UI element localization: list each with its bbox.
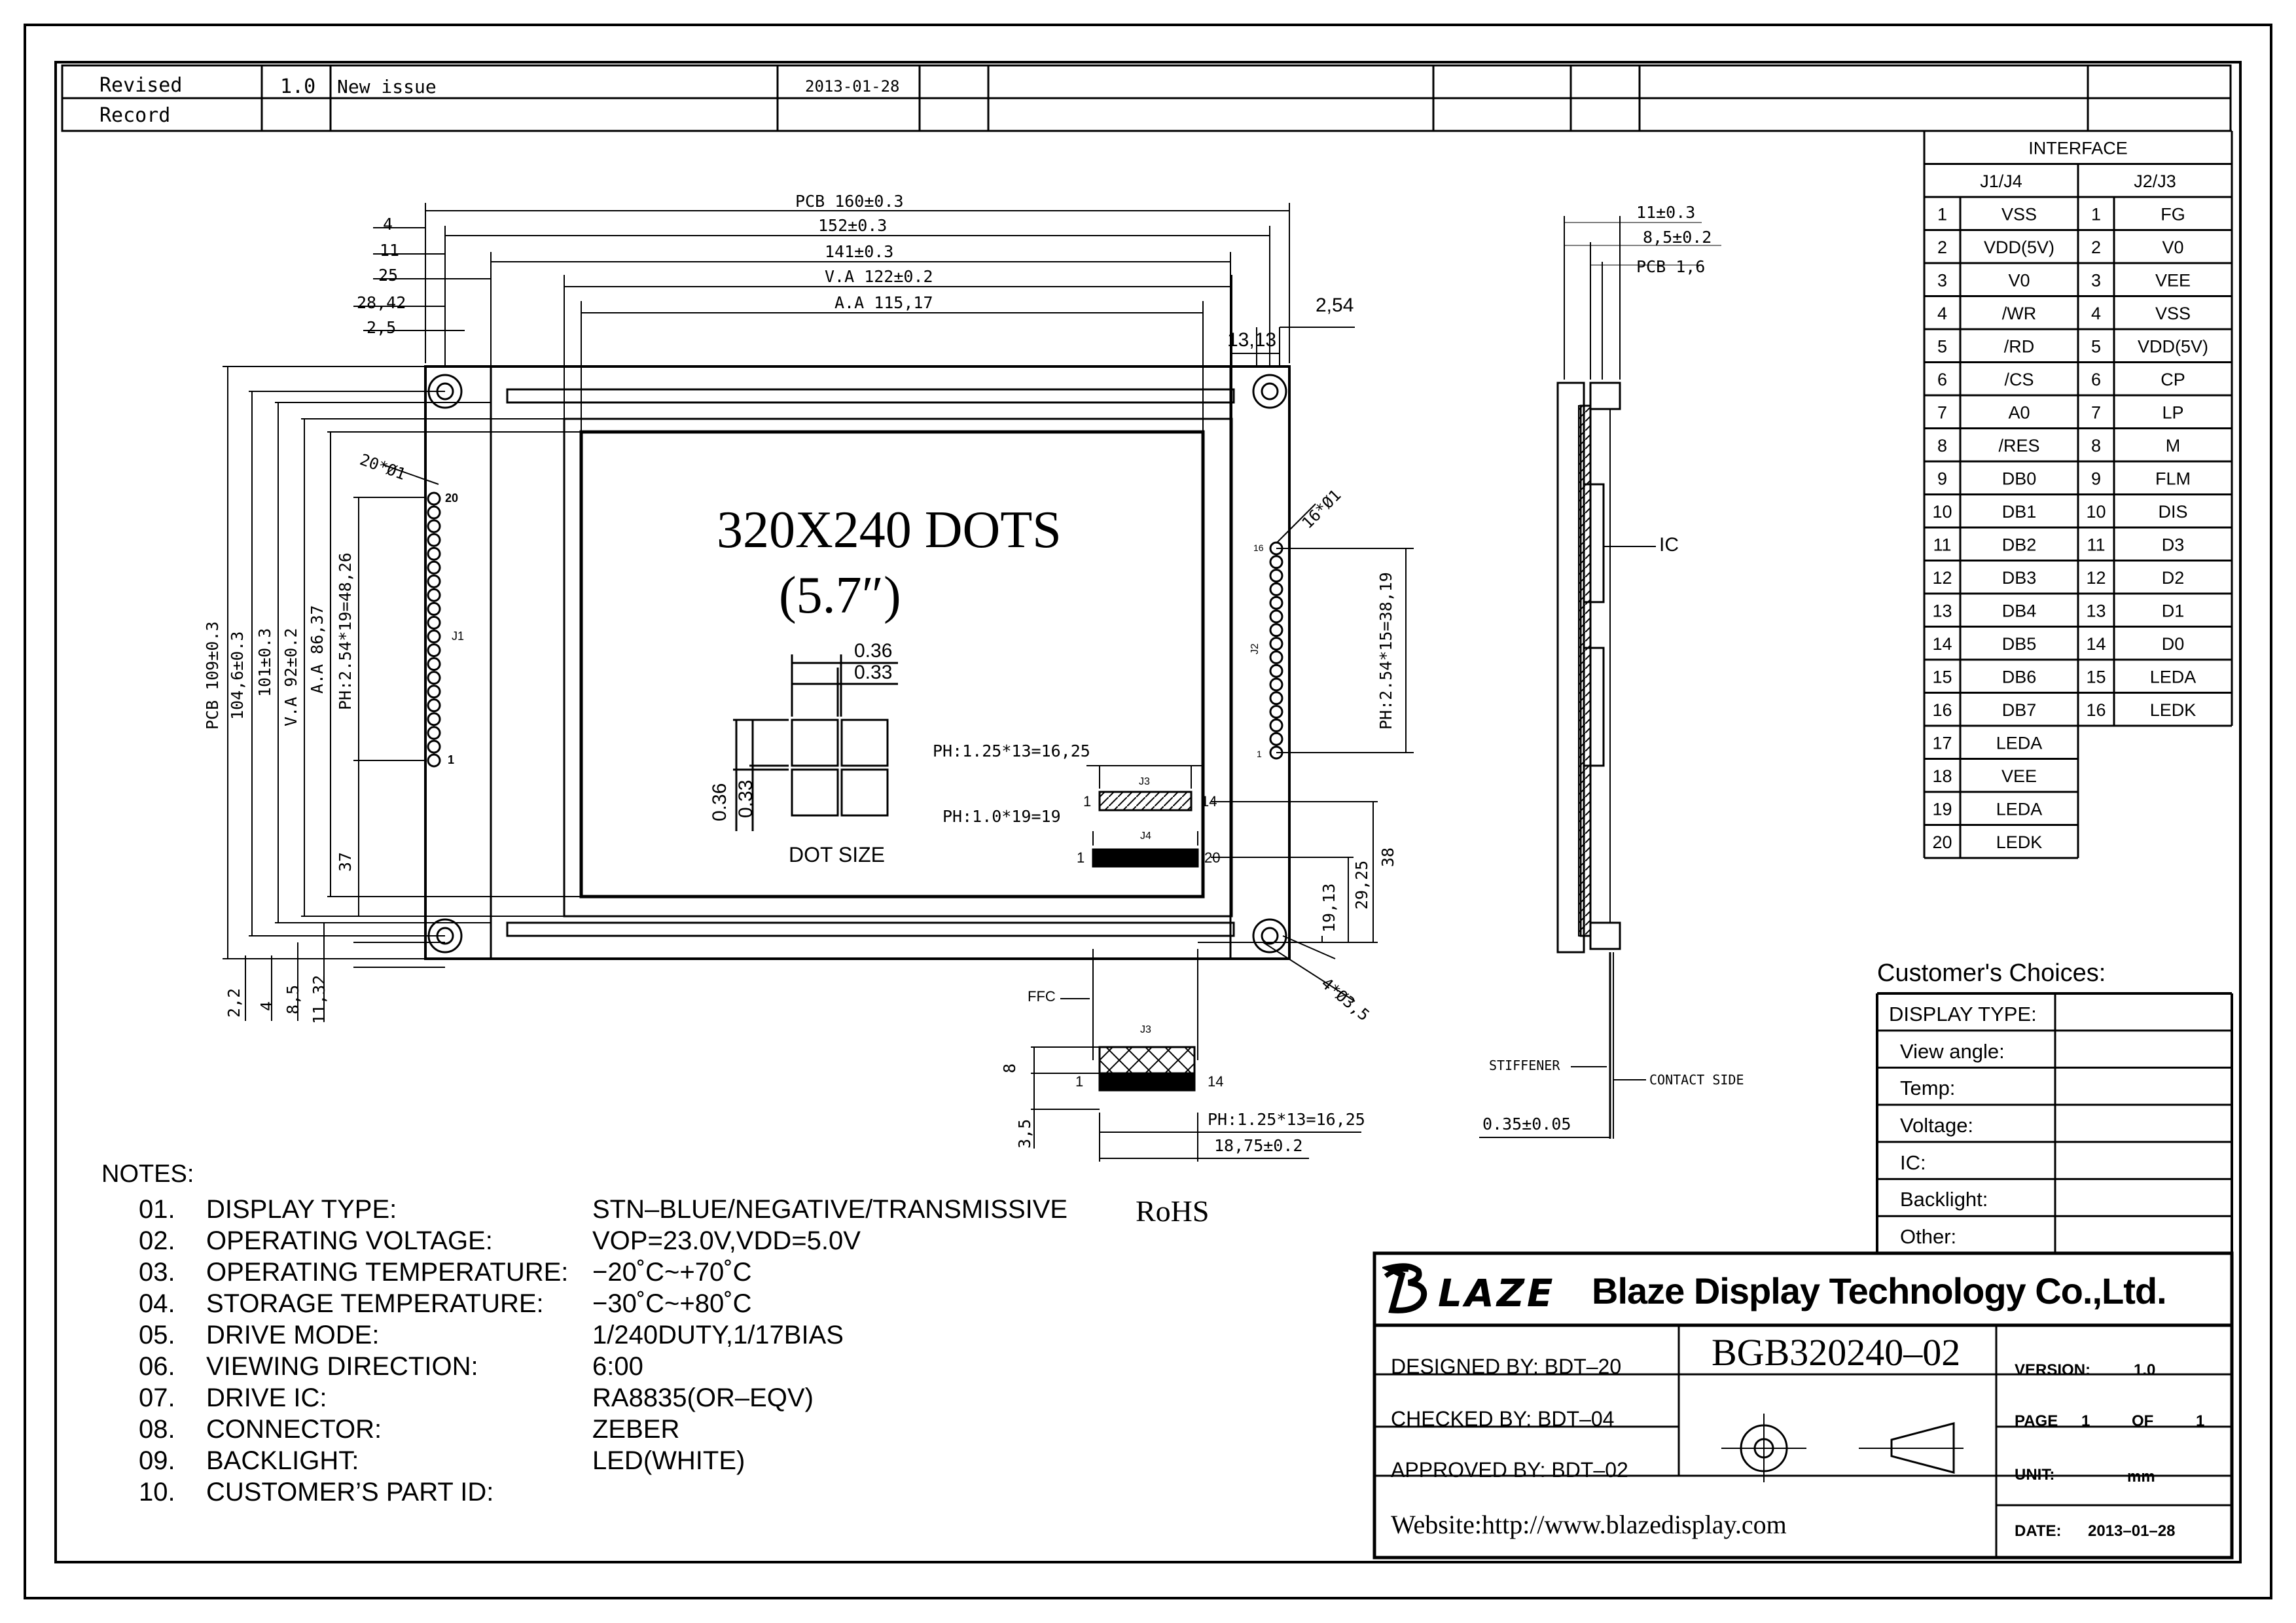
dim-37: 37 — [336, 851, 355, 872]
note-extra: RoHS — [1136, 1194, 1210, 1228]
j2-pin-number: 15 — [2086, 667, 2106, 687]
dim-pcb-width: PCB 160±0.3 — [795, 192, 904, 211]
j2-pin-signal: FLM — [2155, 469, 2191, 489]
note-number: 06. — [139, 1352, 175, 1381]
dim-bl-4: 4 — [257, 1001, 276, 1011]
top-dimension-lines — [353, 203, 1355, 432]
j1-pin-signal: VSS — [2001, 204, 2037, 224]
revision-label-line1: Revised — [99, 74, 183, 97]
dim-141: 141±0.3 — [825, 242, 894, 261]
j2-pin-number: 5 — [2090, 336, 2102, 357]
company-name: Blaze Display Technology Co.,Ltd. — [1592, 1270, 2166, 1311]
customer-choice-label: Other: — [1900, 1225, 1957, 1249]
unit-value: mm — [2127, 1468, 2155, 1486]
j1-pin-number: 16 — [1932, 700, 1952, 720]
j1-pin-number: 4 — [1937, 303, 1948, 323]
blaze-logo — [1382, 1263, 1585, 1315]
dim-tl-25b: 2,5 — [367, 318, 397, 337]
j1-pin-hole — [428, 700, 440, 711]
j1-pin-number: 5 — [1937, 336, 1948, 357]
j2-pin-signal: LEDA — [2149, 667, 2197, 687]
j2-pin-number: 3 — [2090, 270, 2102, 291]
customer-choice-label: Voltage: — [1900, 1114, 1974, 1137]
j1-pin-signal: /RES — [1998, 435, 2040, 455]
j1-pin-number: 3 — [1937, 270, 1948, 291]
interface-col-j2: J2/J3 — [2134, 171, 2176, 191]
approved-by: APPROVED BY: BDT–02 — [1391, 1458, 1628, 1482]
j2-pin-hole — [1270, 583, 1282, 595]
j1-pin-signal: /RD — [2003, 336, 2035, 357]
blaze-logo-icon — [1382, 1263, 1585, 1315]
side-thickness: 0.35±0.05 — [1482, 1115, 1571, 1133]
dim-1046: 104,6±0.3 — [228, 631, 247, 720]
j1-pin-first: 20 — [445, 491, 459, 505]
dim-right-1913: 19,13 — [1319, 883, 1338, 933]
note-value: −20˚C~+70˚C — [592, 1258, 752, 1287]
j1-pin-signal: DB3 — [2001, 567, 2037, 588]
mounting-hole-tr — [1253, 375, 1286, 408]
svg-text:LAZE: LAZE — [1438, 1271, 1556, 1315]
j2-pin-number: 6 — [2090, 369, 2102, 389]
note-label: CONNECTOR: — [206, 1415, 382, 1444]
j1-pin-hole — [428, 713, 440, 725]
j2-pin-signal: VDD(5V) — [2137, 336, 2209, 357]
dim-right-pitch: PH:2.54*15=38,19 — [1376, 572, 1395, 730]
j2-pin-signal: CP — [2161, 369, 2185, 389]
ffc-detail — [1031, 949, 1361, 1162]
j2-pin-hole — [1270, 665, 1282, 677]
dim-bl-85: 8,5 — [283, 984, 302, 1014]
note-value: STN–BLUE/NEGATIVE/TRANSMISSIVE — [592, 1195, 1068, 1224]
ffc-dim-8: 8 — [1000, 1063, 1019, 1073]
interface-title: INTERFACE — [2028, 138, 2128, 158]
j1-pin-hole — [428, 672, 440, 684]
j2-pin-hole — [1270, 733, 1282, 745]
customer-choice-label: DISPLAY TYPE: — [1889, 1002, 2037, 1026]
j1-pin-hole — [428, 727, 440, 739]
j2-pin-hole — [1270, 556, 1282, 568]
note-label: OPERATING VOLTAGE: — [206, 1226, 493, 1255]
revision-description: New issue — [337, 76, 437, 98]
j1-pin-hole — [428, 645, 440, 656]
note-value: VOP=23.0V,VDD=5.0V — [592, 1226, 861, 1255]
side-view — [1479, 216, 1721, 1139]
customer-choice-label: Temp: — [1900, 1077, 1956, 1100]
ffc-width: 18,75±0.2 — [1214, 1136, 1303, 1155]
j2-pin-number: 11 — [2087, 535, 2106, 555]
j2-pin-hole — [1270, 692, 1282, 704]
customer-choice-label: IC: — [1900, 1150, 1926, 1174]
note-label: STORAGE TEMPERATURE: — [206, 1289, 544, 1318]
j2-pin-hole — [1270, 706, 1282, 718]
note-number: 08. — [139, 1415, 175, 1444]
j2-pin-signal: D1 — [2161, 601, 2185, 621]
dim-va-width: V.A 122±0.2 — [825, 267, 933, 286]
j2-pin-hole — [1270, 611, 1282, 622]
of-value: 1 — [2196, 1412, 2205, 1430]
j1-pin-number: 12 — [1932, 567, 1952, 588]
dot-size-h: 0.33 — [854, 662, 893, 683]
note-label: CUSTOMER’S PART ID: — [206, 1478, 494, 1507]
j1-pin-hole — [428, 548, 440, 560]
of-label: OF — [2132, 1412, 2154, 1430]
j1-pin-signal: DB7 — [2001, 700, 2037, 720]
dot-pitch-v: 0.36 — [709, 783, 730, 821]
j1-pin-signal: DB0 — [2001, 469, 2037, 489]
dim-254: 2,54 — [1316, 294, 1354, 316]
checked-by: CHECKED BY: BDT–04 — [1391, 1407, 1615, 1431]
j1-pin-number: 7 — [1937, 402, 1948, 423]
j2-pin-number: 12 — [2086, 567, 2106, 588]
j1-pin-signal: LEDA — [1996, 733, 2043, 753]
j1-pin-signal: DB4 — [2001, 601, 2037, 621]
dim-aa-width: A.A 115,17 — [834, 293, 933, 312]
customer-choices-title: Customer's Choices: — [1877, 959, 2106, 987]
j2-pin-number: 10 — [2086, 501, 2106, 522]
dim-aa-height: A.A 86,37 — [308, 605, 327, 694]
date-value: 2013–01–28 — [2088, 1522, 2176, 1540]
j2-pin-last: 1 — [1257, 749, 1262, 759]
j2-pin-hole — [1270, 624, 1282, 636]
j3-pin-first: 1 — [1083, 793, 1092, 810]
j3-pin-last: 14 — [1201, 793, 1217, 810]
note-label: VIEWING DIRECTION: — [206, 1352, 478, 1381]
customer-choice-label: View angle: — [1900, 1039, 2005, 1063]
ffc-pin-first: 1 — [1075, 1073, 1084, 1090]
j2-pin-signal: DIS — [2158, 501, 2188, 522]
j1-pin-number: 9 — [1937, 469, 1948, 489]
j1-pin-signal: DB5 — [2001, 633, 2037, 654]
j2-pin-hole — [1270, 638, 1282, 650]
j1-pin-hole — [428, 631, 440, 643]
j1-pin-hole — [428, 658, 440, 670]
side-dim-11: 11±0.3 — [1636, 203, 1696, 222]
j1-pin-hole — [428, 755, 440, 766]
j1-pin-signal: DB1 — [2001, 501, 2037, 522]
note-value: ZEBER — [592, 1415, 680, 1444]
j1-pin-signal: VEE — [2001, 766, 2037, 786]
j2-pin-signal: FG — [2161, 204, 2185, 224]
j1-pin-signal: V0 — [2008, 270, 2030, 291]
dim-bl-22: 2,2 — [224, 988, 243, 1018]
j2-pin-number: 13 — [2086, 601, 2106, 621]
dim-1313: 13,13 — [1227, 329, 1277, 351]
j1-pin-hole — [428, 686, 440, 698]
dot-size-label: DOT SIZE — [789, 843, 885, 866]
website: Website:http://www.blazedisplay.com — [1391, 1510, 1787, 1539]
mount-hole-note: 4*Ø3,5 — [1318, 974, 1373, 1025]
j1-pin-number: 6 — [1937, 369, 1948, 389]
version-label: VERSION: — [2015, 1361, 2091, 1379]
j1-label: J1 — [452, 630, 465, 643]
j1-pin-number: 1 — [1937, 204, 1948, 224]
note-label: DISPLAY TYPE: — [206, 1195, 397, 1224]
j2-pin-number: 16 — [2086, 700, 2106, 720]
j2-pin-number: 9 — [2090, 469, 2102, 489]
j2-pin-signal: VSS — [2155, 303, 2191, 323]
revision-date: 2013-01-28 — [805, 77, 900, 96]
j4-pitch: PH:1.0*19=19 — [942, 807, 1061, 826]
dim-tl-11: 11 — [380, 241, 400, 260]
note-number: 10. — [139, 1478, 175, 1507]
j2-pin-signal: VEE — [2155, 270, 2191, 291]
j1-pin-number: 8 — [1937, 435, 1948, 455]
ffc-pin-last: 14 — [1208, 1073, 1224, 1090]
j2-pin-number: 2 — [2090, 237, 2102, 257]
note-value: −30˚C~+80˚C — [592, 1289, 752, 1318]
unit-label: UNIT: — [2015, 1466, 2055, 1484]
j3-connector — [1086, 766, 1204, 810]
j2-pin-signal: D2 — [2161, 567, 2185, 588]
revision-table — [62, 65, 2231, 131]
dim-pcb-height: PCB 109±0.3 — [203, 621, 222, 730]
dim-bl-1132: 11,32 — [310, 974, 329, 1024]
viewing-area — [564, 419, 1232, 916]
dim-tl-4: 4 — [383, 215, 393, 234]
j1-pin-signal: LEDK — [1996, 832, 2043, 852]
j2-pin-number: 14 — [2086, 633, 2106, 654]
side-stiffener-label: STIFFENER — [1489, 1058, 1560, 1073]
dim-j1-pitch: PH:2.54*19=48,26 — [336, 552, 355, 710]
interface-table-grid — [1924, 131, 2232, 858]
dot-size-v: 0.33 — [735, 779, 757, 818]
j2-pin-signal: D0 — [2161, 633, 2185, 654]
j2-label: J2 — [1249, 643, 1261, 654]
note-value: RA8835(OR–EQV) — [592, 1383, 814, 1412]
revision-label-line2: Record — [99, 104, 171, 127]
dim-right-2925: 29,25 — [1352, 860, 1371, 910]
customer-choice-label: Backlight: — [1900, 1188, 1988, 1211]
j1-pin-hole — [428, 603, 440, 615]
note-label: BACKLIGHT: — [206, 1446, 359, 1475]
note-number: 07. — [139, 1383, 175, 1412]
page-value: 1 — [2081, 1412, 2090, 1430]
j1-hole-note: 20*Ø1 — [357, 450, 408, 484]
j4-pin-last: 20 — [1204, 849, 1221, 866]
ffc-j3-label: J3 — [1140, 1024, 1151, 1035]
j1-pin-number: 14 — [1932, 633, 1952, 654]
j1-pin-signal: DB2 — [2001, 535, 2037, 555]
j2-pin-signal: D3 — [2161, 535, 2185, 555]
j2-pin-signal: LEDK — [2149, 700, 2197, 720]
j1-pin-hole — [428, 534, 440, 546]
note-value: 1/240DUTY,1/17BIAS — [592, 1321, 844, 1349]
note-number: 04. — [139, 1289, 175, 1318]
dim-tl-2842: 28,42 — [357, 293, 406, 312]
note-value: LED(WHITE) — [592, 1446, 745, 1475]
note-number: 01. — [139, 1195, 175, 1224]
j1-pin-hole — [428, 589, 440, 601]
dim-101: 101±0.3 — [255, 628, 274, 697]
display-text-line2: (5.7″) — [779, 567, 901, 624]
interface-col-j1: J1/J4 — [1980, 171, 2022, 191]
dim-right-38: 38 — [1378, 847, 1397, 867]
j2-pin-number: 7 — [2090, 402, 2102, 423]
j1-pin-number: 17 — [1932, 733, 1952, 753]
j1-pin-signal: /WR — [2001, 303, 2037, 323]
side-dim-85: 8,5±0.2 — [1643, 228, 1712, 247]
note-number: 09. — [139, 1446, 175, 1475]
part-number: BGB320240–02 — [1712, 1331, 1961, 1374]
j4-label: J4 — [1140, 830, 1151, 842]
j1-pin-number: 15 — [1932, 667, 1952, 687]
j1-pin-signal: /CS — [2004, 369, 2034, 389]
ffc-pitch: PH:1.25*13=16,25 — [1208, 1110, 1365, 1129]
j1-pin-number: 18 — [1932, 766, 1952, 786]
j2-pin-hole — [1270, 597, 1282, 609]
j1-pin-number: 20 — [1932, 832, 1952, 852]
notes-title: NOTES: — [101, 1160, 194, 1188]
j2-pin-holes — [1270, 543, 1282, 758]
j2-pin-hole — [1270, 719, 1282, 731]
display-text-line1: 320X240 DOTS — [717, 501, 1062, 559]
j2-pin-signal: V0 — [2162, 237, 2184, 257]
ffc-label: FFC — [1028, 988, 1056, 1005]
j1-pin-number: 10 — [1932, 501, 1952, 522]
j1-pin-signal: A0 — [2008, 402, 2030, 423]
note-number: 02. — [139, 1226, 175, 1255]
j3-label: J3 — [1139, 776, 1150, 787]
j1-pin-signal: DB6 — [2001, 667, 2037, 687]
j1-pin-last: 1 — [448, 753, 455, 766]
j1-pin-hole — [428, 741, 440, 753]
j2-pin-signal: M — [2165, 435, 2181, 455]
page-label: PAGE — [2015, 1412, 2058, 1430]
j1-pin-hole — [428, 575, 440, 587]
note-label: OPERATING TEMPERATURE: — [206, 1258, 569, 1287]
side-contact-side-label: CONTACT SIDE — [1649, 1072, 1744, 1088]
j1-pin-hole — [428, 562, 440, 573]
version-value: 1.0 — [2134, 1361, 2156, 1379]
j1-pin-signal: VDD(5V) — [1983, 237, 2055, 257]
note-label: DRIVE MODE: — [206, 1321, 380, 1349]
note-label: DRIVE IC: — [206, 1383, 327, 1412]
revision-version: 1.0 — [280, 75, 316, 98]
j2-pin-hole — [1270, 679, 1282, 690]
j1-pin-signal: LEDA — [1996, 799, 2043, 819]
j1-pin-hole — [428, 520, 440, 532]
note-value: 6:00 — [592, 1352, 643, 1381]
j4-pin-first: 1 — [1077, 849, 1085, 866]
j2-pin-hole — [1270, 651, 1282, 663]
j1-pin-number: 13 — [1932, 601, 1952, 621]
designed-by: DESIGNED BY: BDT–20 — [1391, 1355, 1622, 1378]
j2-hole-note: 16*Ø1 — [1298, 486, 1345, 533]
j3-pitch: PH:1.25*13=16,25 — [933, 741, 1090, 760]
j1-pin-hole — [428, 616, 440, 628]
j2-pin-number: 4 — [2090, 303, 2102, 323]
side-ic-label: IC — [1659, 534, 1679, 556]
j2-pin-number: 8 — [2090, 435, 2102, 455]
dot-pitch-h: 0.36 — [854, 640, 893, 662]
dim-tl-25: 25 — [378, 266, 399, 285]
j2-pin-first: 16 — [1253, 543, 1264, 553]
side-dim-pcb: PCB 1,6 — [1636, 257, 1706, 276]
j1-pin-number: 2 — [1937, 237, 1948, 257]
j2-pin-signal: LP — [2162, 402, 2184, 423]
j1-pin-number: 11 — [1933, 535, 1952, 555]
dim-152: 152±0.3 — [818, 216, 888, 235]
j1-pin-hole — [428, 507, 440, 518]
j2-pin-hole — [1270, 570, 1282, 582]
j1-pin-hole — [428, 493, 440, 505]
date-label: DATE: — [2015, 1522, 2062, 1540]
j2-pin-number: 1 — [2090, 204, 2102, 224]
j1-pin-number: 19 — [1932, 799, 1952, 819]
j1-pin-holes — [428, 493, 440, 766]
note-number: 03. — [139, 1258, 175, 1287]
ffc-dim-35: 3,5 — [1015, 1118, 1034, 1149]
note-number: 05. — [139, 1321, 175, 1349]
dim-va-height: V.A 92±0.2 — [281, 628, 300, 726]
